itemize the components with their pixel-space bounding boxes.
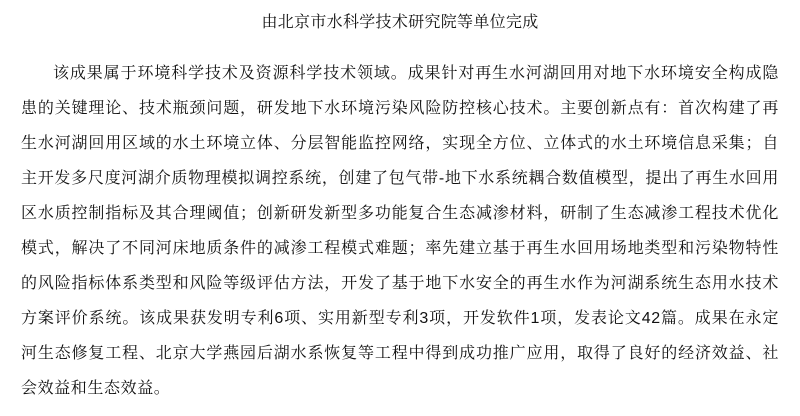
document-page	[0, 12, 800, 416]
document-paragraph: 该成果属于环境科学技术及资源科学技术领域。成果针对再生水河湖回用对地下水环境安全构成隐患的关键理论、技术瓶颈问题，研发地下水环境污染风险防控核心技术。主要创新点有：首次构建了再生水河湖回用区域的水土环境立体、分层智能监控网络，实现全方位、立体式的水土环境信息采集；自主开发多尺度河湖介质物理模拟调控系统，创建了包气带-地下水系统耦合数值模型，提出了再生水回用区水质控制指标及其合理阈值；创新研发新型多功能复合生态减渗材料，研制了生态减渗工程技术优化模式，解决了不同河床地质条件的减渗工程模式难题；率先建立基于再生水回用场地类型和污染物特性的风险指标体系类型和风险等级评估方法，开发了基于地下水安全的再生水作为河湖系统生态用水技术方案评价系统。该成果获发明专利6项、实用新型专利3项，开发软件1项，发表论文42篇。成果在永定河生态修复工程、北京大学燕园后湖水系恢复等工程中得到成功推广应用，取得了良好的经济效益、社会效益和生态效益。	[21, 65, 779, 397]
document-title: 由北京市水科学技术研究院等单位完成	[261, 14, 539, 31]
